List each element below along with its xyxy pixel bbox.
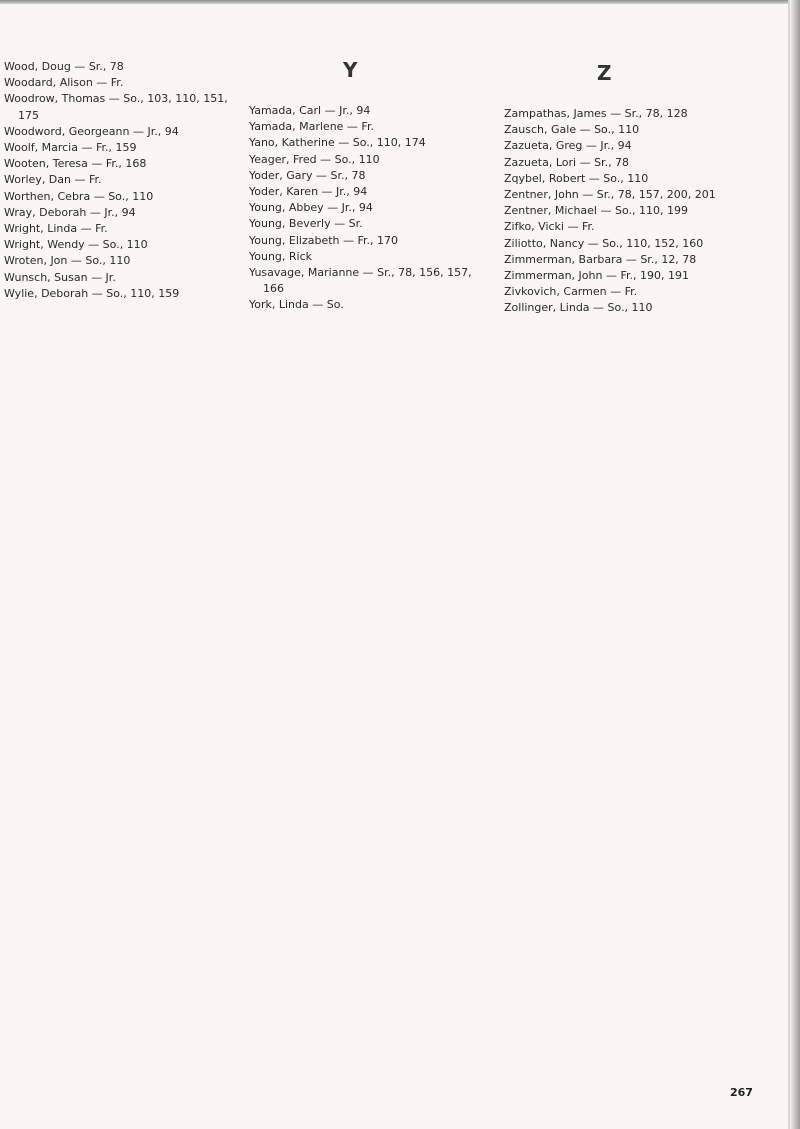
index-entry (504, 284, 764, 300)
index-entry-line: Wooten, Teresa — Fr., 168 (4, 157, 147, 171)
index-column-z (504, 106, 764, 317)
index-entry-line: Wood, Doug — Sr., 78 (4, 60, 124, 73)
index-entry-line: Zivkovich, Carmen — Fr. (504, 285, 638, 299)
index-entry (4, 221, 244, 237)
index-entry-line: Wunsch, Susan — Jr. (4, 270, 116, 284)
index-entry (4, 91, 244, 123)
index-entry-line: Yeager, Fred — So., 110 (249, 152, 380, 166)
index-entry-line: Ziliotto, Nancy — So., 110, 152, 160 (504, 236, 704, 250)
index-entry-line: Yoder, Gary — Sr., 78 (249, 168, 366, 182)
index-entry (504, 268, 764, 284)
index-entry-line: Yoder, Karen — Jr., 94 (249, 185, 368, 199)
index-entry-line: Wright, Linda — Fr. (4, 222, 108, 236)
index-entry-line: Zifko, Vicki — Fr. (504, 220, 595, 234)
index-entry (4, 75, 244, 91)
index-entry (249, 249, 499, 265)
index-entry-line: Zimmerman, Barbara — Sr., 12, 78 (504, 252, 697, 266)
index-entry (249, 152, 499, 168)
index-entry-line: Woolf, Marcia — Fr., 159 (4, 141, 137, 155)
index-entry (249, 233, 499, 249)
index-entry (4, 172, 244, 188)
index-entry-line: Yusavage, Marianne — Sr., 78, 156, 157, (249, 266, 472, 280)
index-entry-line: Worthen, Cebra — So., 110 (4, 189, 154, 203)
index-entry (249, 135, 499, 151)
index-entry-line: Wright, Wendy — So., 110 (4, 238, 148, 252)
index-entry (504, 236, 764, 252)
index-entry (4, 140, 244, 156)
index-entry-line: Young, Rick (249, 249, 313, 263)
index-entry (504, 300, 764, 316)
index-entry (4, 270, 244, 286)
index-entry-line: Zausch, Gale — So., 110 (504, 123, 640, 137)
index-entry (504, 187, 764, 203)
index-entry (249, 200, 499, 216)
index-entry (4, 189, 244, 205)
index-entry-line: Woodard, Alison — Fr. (4, 76, 124, 90)
index-entry-line: Zentner, John — Sr., 78, 157, 200, 201 (504, 188, 716, 202)
index-entry-line: Young, Abbey — Jr., 94 (249, 201, 373, 215)
index-entry-line: Wroten, Jon — So., 110 (4, 254, 131, 268)
index-entry (249, 103, 499, 119)
index-entry-line: Worley, Dan — Fr. (4, 173, 102, 187)
index-entry-line: Woodrow, Thomas — So., 103, 110, 151, (4, 92, 228, 106)
index-entry-line: Zampathas, James — Sr., 78, 128 (504, 107, 688, 120)
index-entry-line: Zazueta, Lori — Sr., 78 (504, 155, 630, 169)
index-entry (4, 253, 244, 269)
index-entry (249, 297, 499, 313)
index-entry-line: Yano, Katherine — So., 110, 174 (249, 136, 426, 150)
index-entry (249, 119, 499, 135)
index-entry-line: Zimmerman, John — Fr., 190, 191 (504, 269, 689, 283)
index-entry-line: Zollinger, Linda — So., 110 (504, 301, 653, 315)
index-entry (4, 156, 244, 172)
index-entry-line: Wylie, Deborah — So., 110, 159 (4, 286, 180, 300)
section-heading-y: Y (343, 58, 358, 82)
index-entry-line: Zentner, Michael — So., 110, 199 (504, 204, 688, 218)
section-heading-z: Z (597, 61, 612, 85)
index-entry-line: Young, Beverly — Sr. (249, 217, 363, 231)
index-entry (4, 205, 244, 221)
index-entry (504, 219, 764, 235)
index-entry (504, 171, 764, 187)
index-entry-line: York, Linda — So. (249, 298, 344, 312)
index-entry (249, 216, 499, 232)
index-entry (504, 155, 764, 171)
index-entry-line: Yamada, Marlene — Fr. (249, 120, 374, 134)
index-column-w (4, 59, 244, 302)
index-entry-continuation: 175 (18, 108, 39, 122)
page-top-edge (0, 0, 800, 4)
index-entry (504, 252, 764, 268)
index-entry-line: Zazueta, Greg — Jr., 94 (504, 139, 632, 153)
page-binding-shadow (790, 0, 800, 1129)
index-entry (504, 122, 764, 138)
index-entry-line: Young, Elizabeth — Fr., 170 (249, 233, 399, 247)
index-entry-line: Yamada, Carl — Jr., 94 (249, 104, 371, 117)
index-entry (249, 184, 499, 200)
index-entry (249, 265, 499, 297)
index-entry-line: Zqybel, Robert — So., 110 (504, 171, 649, 185)
index-entry (4, 59, 244, 75)
index-entry (4, 124, 244, 140)
index-entry (4, 237, 244, 253)
index-entry (504, 106, 764, 122)
index-entry-line: Wray, Deborah — Jr., 94 (4, 205, 136, 219)
index-entry-continuation: 166 (263, 282, 284, 296)
index-entry (504, 203, 764, 219)
index-entry (249, 168, 499, 184)
page-number: 267 (730, 1086, 753, 1099)
index-entry (504, 138, 764, 154)
index-entry (4, 286, 244, 302)
index-column-y (249, 103, 499, 314)
index-entry-line: Woodword, Georgeann — Jr., 94 (4, 124, 179, 138)
